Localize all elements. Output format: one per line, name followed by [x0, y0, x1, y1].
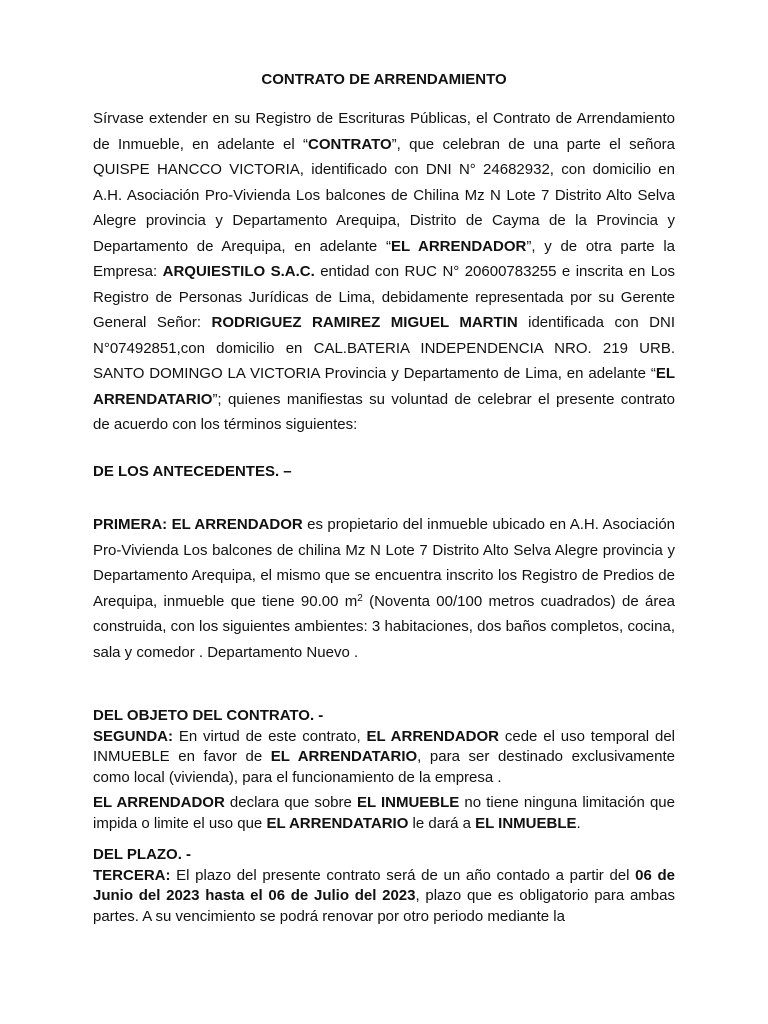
tercera-bold-fechas: 06 de Junio del 2023 hasta el 06 de Julio del 2023 — [93, 866, 675, 904]
objeto-heading: DEL OBJETO DEL CONTRATO. - — [93, 707, 324, 724]
declara-text-4: . — [576, 814, 581, 832]
antecedentes-heading-block — [93, 463, 675, 480]
intro-text-3: ”, y de otra parte la Empresa: — [93, 237, 675, 280]
segunda-bold-arrendador: EL ARRENDADOR — [366, 727, 500, 745]
segunda-label: SEGUNDA: — [93, 727, 174, 745]
document-title: CONTRATO DE ARRENDAMIENTO — [261, 71, 507, 88]
primera-clause — [93, 512, 675, 665]
intro-text-1: Sírvase extender en su Registro de Escrituras Públicas, el Contrato de Arrendamiento de Inmueble, en adelante el “ — [93, 110, 675, 153]
tercera-text-2: , plazo que es obligatorio para ambas partes. A su vencimiento se podrá renovar por otro periodo mediante la — [93, 887, 675, 925]
declara-text-1: declara que sobre — [224, 794, 357, 811]
intro-bold-empresa: ARQUIESTILO S.A.C. — [162, 263, 315, 280]
intro-bold-arrendador: EL ARRENDADOR — [390, 237, 527, 255]
tercera-label: TERCERA: — [93, 866, 171, 884]
antecedentes-heading: DE LOS ANTECEDENTES. – — [93, 463, 292, 480]
plazo-heading: DEL PLAZO. - — [93, 846, 192, 863]
segunda-bold-arrendatario: EL ARRENDATARIO — [270, 748, 418, 765]
intro-text-2: ”, que celebran de una parte el señora QUISPE HANCCO VICTORIA, identificado con DNI N° 24682932, con domicilio en A.H. Asociación Pro-Vivienda Los balcones de Chilina Mz N Lote 7 Distrito Alto Selva Alegre provincia y Departamento Arequipa, Distrito de Cayma de la Provincia y Departamento de Arequipa, en adelante “ — [93, 135, 675, 255]
intro-paragraph — [93, 106, 675, 438]
intro-bold-arrendatario: EL ARRENDATARIO — [93, 365, 675, 408]
segunda-text-2: cede el uso temporal del INMUEBLE en favor de — [93, 727, 675, 765]
intro-bold-contrato: CONTRATO — [308, 135, 392, 153]
declara-bold-arrendador: EL ARRENDADOR — [93, 794, 225, 811]
primera-label: PRIMERA: EL ARRENDADOR — [93, 516, 303, 533]
primera-text-1: es propietario del inmueble ubicado en A.H. Asociación Pro-Vivienda Los balcones de chilina Mz N Lote 7 Distrito Alto Selva Alegre provincia y Departamento Arequipa, el mismo que se encuentra inscrito los Registro de Predios de Arequipa, inmueble que tiene 90.00 m — [93, 516, 675, 610]
intro-bold-gerente: RODRIGUEZ RAMIREZ MIGUEL MARTIN — [211, 314, 518, 331]
tercera-text-1: El plazo del presente contrato será de un año contado a partir del — [170, 866, 636, 884]
declara-bold-inmueble-2: EL INMUEBLE — [475, 814, 577, 832]
plazo-section — [93, 845, 675, 927]
intro-text-5: identificada con DNI N°07492851,con domicilio en CAL.BATERIA INDEPENDENCIA NRO. 219 URB. SANTO DOMINGO LA VICTORIA Provincia y Departamento de Lima, en adelante “ — [93, 314, 675, 382]
intro-text-4: entidad con RUC N° 20600783255 e inscrita en Los Registro de Personas Jurídicas de Lima, debidamente representada por su Gerente General Señor: — [93, 263, 675, 331]
primera-superscript: 2 — [357, 592, 363, 604]
declara-bold-arrendatario: EL ARRENDATARIO — [266, 814, 409, 832]
segunda-text-1: En virtud de este contrato, — [173, 727, 367, 745]
declara-text-3: le dará a — [408, 814, 476, 832]
intro-text-6: ”; quienes manifiestas su voluntad de celebrar el presente contrato de acuerdo con los términos siguientes: — [93, 390, 675, 433]
objeto-section — [93, 706, 675, 834]
primera-text-2: (Noventa 00/100 metros cuadrados) de área construida, con los siguientes ambientes: 3 habitaciones, dos baños completos, cocina, sala y comedor . Departamento Nuevo . — [93, 592, 675, 661]
segunda-text-3: , para ser destinado exclusivamente como local (vivienda), para el funcionamiento de la empresa . — [93, 748, 675, 786]
declara-bold-inmueble-1: EL INMUEBLE — [356, 794, 460, 811]
declara-text-2: no tiene ninguna limitación que impida o limite el uso que — [93, 794, 675, 832]
